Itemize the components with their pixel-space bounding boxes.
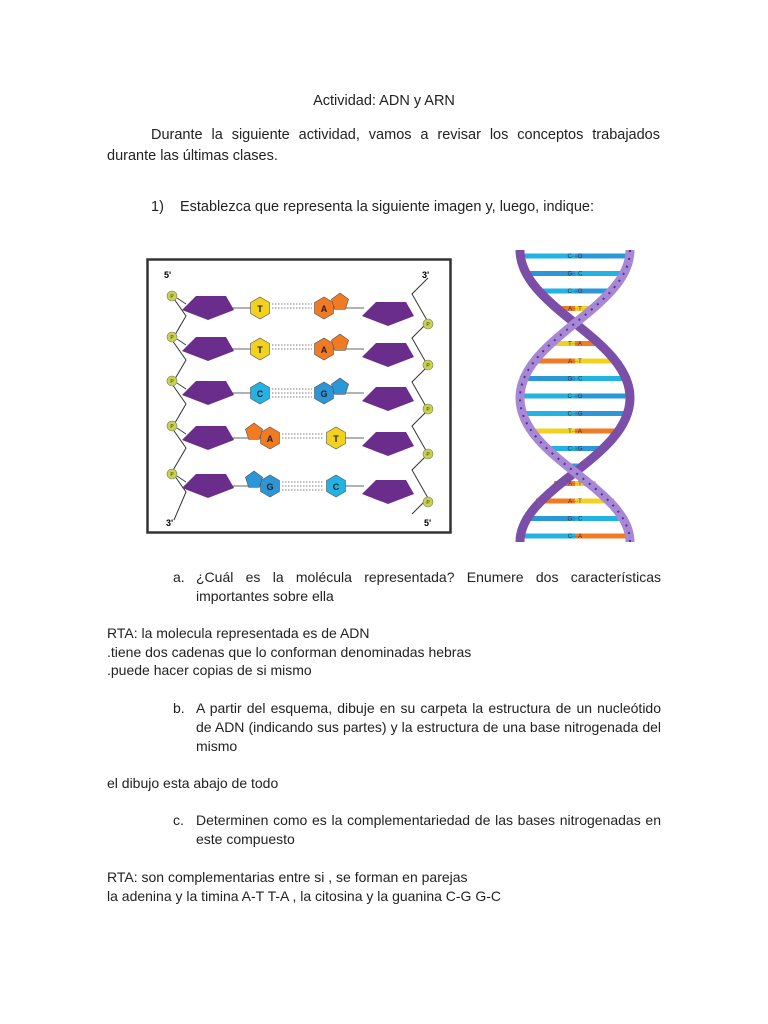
label-3prime-bottom: 3' [166, 518, 174, 528]
helix-rung-label-5: A···T [568, 324, 582, 331]
base-label-r-4: T [333, 434, 339, 444]
helix-rung-right-10 [575, 411, 630, 416]
phosphate-right-label-1: P [426, 322, 430, 328]
helix-rung-label-17: C···A [567, 534, 583, 541]
helix-rung-label-14: A···T [568, 481, 582, 488]
base-label-l-4: A [266, 434, 274, 444]
question-1-text: Establezca que representa la siguiente imagen y, luego, indique: [179, 199, 595, 215]
label-3prime-top: 3' [422, 270, 430, 280]
helix-rung-label-6: T···A [568, 341, 582, 348]
phosphate-right-label-4: P [426, 452, 430, 458]
question-a-letter: a. [173, 569, 185, 585]
answer-a-line-1: RTA: la molecula representada es de ADN [107, 625, 370, 641]
phosphate-left-label-2: P [170, 335, 174, 341]
helix-rung-label-8: G···C [567, 376, 583, 383]
phosphate-left-label-1: P [170, 294, 174, 300]
helix-rung-right-9 [575, 394, 634, 399]
base-label-r-1: A [320, 304, 328, 314]
label-5prime-top: 5' [164, 270, 172, 280]
intro-paragraph: Durante la siguiente actividad, vamos a revisar los conceptos trabajados durante las últimas clases. [107, 127, 660, 164]
dna-schematic-figure [146, 258, 452, 534]
phosphate-left-label-4: P [170, 424, 174, 430]
phosphate-left-label-5: P [170, 472, 174, 478]
phosphate-left-label-3: P [170, 379, 174, 385]
dna-helix-figure [510, 248, 642, 544]
question-1-number: 1) [151, 199, 164, 215]
helix-rung-label-11: T···A [568, 429, 582, 436]
question-b-letter: b. [173, 700, 185, 716]
helix-rung-label-1: C···G [567, 254, 583, 261]
helix-rung-label-15: A···T [568, 499, 582, 506]
base-label-l-5: G [266, 482, 274, 492]
phosphate-right-label-2: P [426, 363, 430, 369]
helix-rung-label-16: G···C [567, 516, 583, 523]
base-label-l-1: T [257, 304, 263, 314]
question-c-letter: c. [173, 812, 184, 828]
phosphate-right-label-5: P [426, 500, 430, 506]
answer-b: el dibujo esta abajo de todo [107, 775, 279, 791]
question-1 [151, 199, 594, 215]
page-title: Actividad: ADN y ARN [313, 93, 455, 109]
helix-rung-label-2: G···C [567, 271, 583, 278]
answer-a-line-2: .tiene dos cadenas que lo conforman denominadas hebras [107, 644, 472, 660]
question-b-text: A partir del esquema, dibuje en su carpeta la estructura de un nucleótido de ADN (indicando sus partes) y la estructura de una base nitrogenada del mismo [196, 700, 661, 754]
answer-c-line-2: la adenina y la timina A-T T-A , la citosina y la guanina C-G G-C [107, 888, 502, 904]
base-label-r-3: G [320, 389, 328, 399]
base-label-l-2: T [257, 345, 263, 355]
helix-rung-label-3: C···G [567, 289, 583, 296]
helix-rung-label-10: C···G [567, 411, 583, 418]
base-label-l-3: C [256, 389, 264, 399]
question-a-text: ¿Cuál es la molécula representada? Enumere dos características importantes sobre ella [196, 569, 661, 604]
helix-rung-label-4: A···T [568, 306, 582, 313]
base-label-r-2: A [320, 345, 328, 355]
helix-rung-label-13: G···C [567, 464, 583, 471]
helix-rung-label-7: A···T [568, 359, 582, 366]
base-label-r-5: C [332, 482, 340, 492]
answer-c-line-1: RTA: son complementarias entre si , se forman en parejas [107, 869, 468, 885]
label-5prime-bottom: 5' [424, 518, 432, 528]
helix-rung-label-9: C···G [567, 394, 583, 401]
question-c-text: Determinen como es la complementariedad de las bases nitrogenadas en este compuesto [196, 812, 661, 847]
answer-a-line-3: .puede hacer copias de si mismo [107, 662, 312, 678]
helix-rung-left-9 [516, 394, 575, 399]
phosphate-right-label-3: P [426, 407, 430, 413]
helix-rung-label-12: C···G [567, 446, 583, 453]
